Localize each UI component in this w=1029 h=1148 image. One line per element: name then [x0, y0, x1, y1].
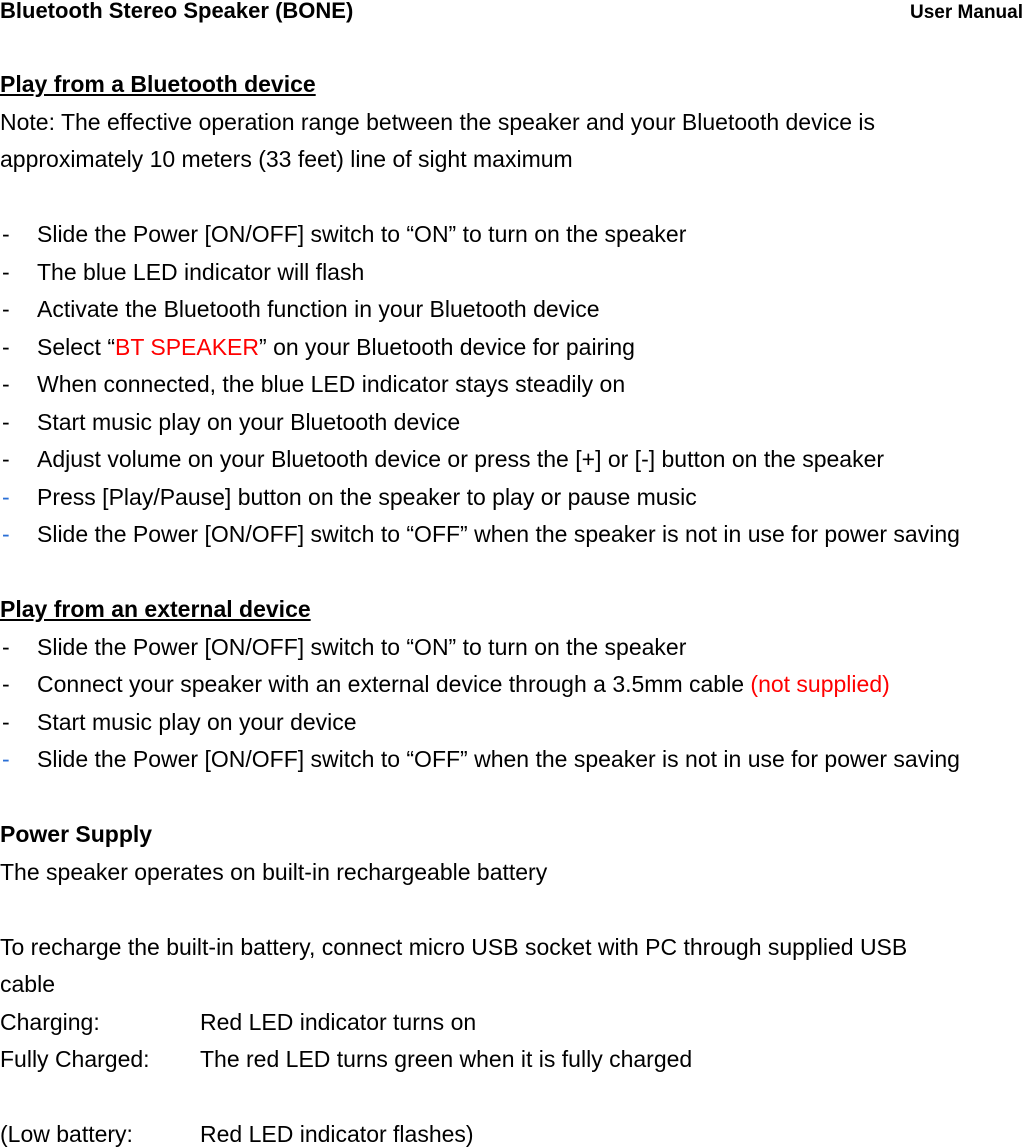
- list-item-text: Start music play on your device: [37, 709, 357, 735]
- list-item-text: Slide the Power [ON/OFF] switch to “OFF” when the speaker is not in use for power saving: [37, 746, 960, 772]
- section-heading-bluetooth: Play from a Bluetooth device: [0, 71, 316, 97]
- list-item-text: The blue LED indicator will flash: [37, 259, 365, 285]
- power-line: The speaker operates on built-in rechargeable battery: [0, 859, 548, 885]
- charging-label: Charging:: [0, 1009, 100, 1035]
- note-line-1: Note: The effective operation range between the speaker and your Bluetooth device is: [0, 109, 875, 135]
- document-title: Bluetooth Stereo Speaker (BONE): [0, 0, 354, 23]
- bullet-dash: -: [2, 634, 10, 660]
- section-heading-external: Play from an external device: [0, 596, 311, 622]
- bullet-dash: -: [2, 296, 10, 322]
- list-item-text: Connect your speaker with an external device through a 3.5mm cable (not supplied): [37, 671, 890, 697]
- list-item-text: Slide the Power [ON/OFF] switch to “OFF” when the speaker is not in use for power saving: [37, 521, 960, 547]
- note-line-2: approximately 10 meters (33 feet) line of sight maximum: [0, 146, 573, 172]
- bullet-dash: -: [2, 709, 10, 735]
- list-item-text: Slide the Power [ON/OFF] switch to “ON” to turn on the speaker: [37, 221, 687, 247]
- bullet-dash: -: [2, 746, 10, 772]
- list-item-text: When connected, the blue LED indicator stays steadily on: [37, 371, 626, 397]
- low-battery-value: Red LED indicator flashes): [200, 1121, 474, 1147]
- fully-charged-label: Fully Charged:: [0, 1046, 150, 1072]
- bullet-dash: -: [2, 221, 10, 247]
- bullet-dash: -: [2, 671, 10, 697]
- list-item-text: Adjust volume on your Bluetooth device or press the [+] or [-] button on the speaker: [37, 446, 885, 472]
- section-heading-power: Power Supply: [0, 821, 153, 847]
- bullet-dash: -: [2, 371, 10, 397]
- list-item-text: Start music play on your Bluetooth device: [37, 409, 461, 435]
- recharge-line-1: To recharge the built-in battery, connect micro USB socket with PC through supplied USB: [0, 934, 908, 960]
- low-battery-label: (Low battery:: [0, 1121, 133, 1147]
- bullet-dash: -: [2, 409, 10, 435]
- recharge-line-2: cable: [0, 971, 55, 997]
- list-item-text: Activate the Bluetooth function in your Bluetooth device: [37, 296, 600, 322]
- bullet-dash: -: [2, 259, 10, 285]
- fully-charged-value: The red LED turns green when it is fully charged: [200, 1046, 693, 1072]
- bullet-dash: -: [2, 334, 10, 360]
- bullet-dash: -: [2, 446, 10, 472]
- bt-speaker-name: BT SPEAKER: [114, 334, 260, 360]
- manual-label: User Manual: [910, 2, 1023, 23]
- list-item-text: Select “BT SPEAKER” on your Bluetooth device for pairing: [37, 334, 635, 360]
- charging-value: Red LED indicator turns on: [200, 1009, 477, 1035]
- bullet-dash: -: [2, 521, 10, 547]
- bullet-dash: -: [2, 484, 10, 510]
- not-supplied-note: (not supplied): [750, 671, 890, 697]
- list-item-text: Press [Play/Pause] button on the speaker to play or pause music: [37, 484, 697, 510]
- list-item-text: Slide the Power [ON/OFF] switch to “ON” to turn on the speaker: [37, 634, 687, 660]
